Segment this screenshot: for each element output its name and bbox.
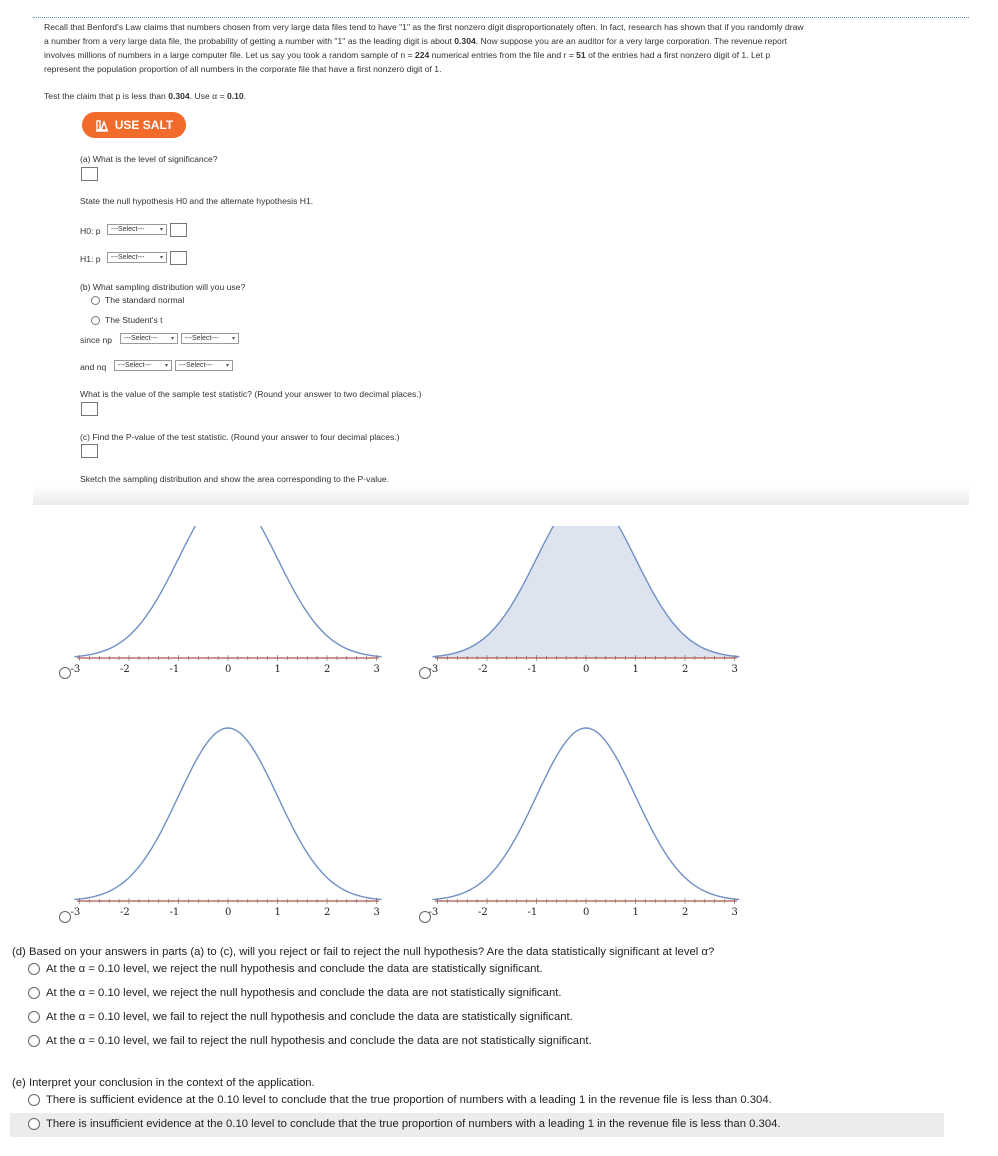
student-t-option[interactable]: The Student's t — [91, 315, 163, 325]
use-salt-button[interactable] — [82, 112, 186, 138]
h1-label: H1: p — [80, 254, 101, 264]
part-e-option-1[interactable]: There is sufficient evidence at the 0.10 level to conclude that the true proportion of numbers with a leading 1 in the revenue file is less than 0.304. — [28, 1094, 772, 1106]
claim-text: Test the claim that p is less than 0.304. Use α = 0.10. — [44, 91, 247, 101]
tick-label: -3 — [70, 664, 81, 675]
tick-label: 3 — [373, 664, 380, 675]
tick-label: -1 — [527, 907, 538, 918]
np-compare-select[interactable]: ---Select--- ▾ — [120, 333, 178, 344]
tick-label: 1 — [632, 664, 639, 675]
normal-curve — [75, 728, 382, 900]
chevron-down-icon: ▾ — [231, 336, 235, 342]
chevron-down-icon: ▾ — [164, 363, 168, 369]
p-value-shaded-area — [433, 494, 740, 658]
and-nq-label: and nq — [80, 362, 107, 372]
intro-line-2: a number from a very large data file, the probability of getting a number with "1" as the leading digit is about 0.304. Now suppose you are an auditor for a very large corporation. The revenue report — [44, 36, 788, 46]
test-statistic-input[interactable] — [81, 402, 98, 416]
radio-icon[interactable] — [28, 963, 40, 975]
tick-label: 2 — [324, 664, 331, 675]
tick-label: -2 — [478, 907, 488, 918]
tick-label: -1 — [169, 907, 180, 918]
tick-label: -1 — [169, 664, 180, 675]
chevron-down-icon: ▾ — [225, 363, 229, 369]
part-c-question: (c) Find the P-value of the test statistic. (Round your answer to four decimal places.) — [80, 432, 400, 442]
part-e-option-2[interactable]: There is insufficient evidence at the 0.10 level to conclude that the true proportion of numbers with a leading 1 in the revenue file is less than 0.304. — [28, 1118, 781, 1130]
chevron-down-icon: ▾ — [170, 336, 174, 342]
use-salt-label: USE SALT — [114, 118, 174, 132]
radio-icon[interactable] — [91, 296, 100, 305]
tick-label: 0 — [583, 664, 590, 675]
tick-label: 0 — [583, 907, 590, 918]
p-value-input[interactable] — [81, 444, 98, 458]
radio-icon[interactable] — [28, 1035, 40, 1047]
radio-icon[interactable] — [91, 316, 100, 325]
tick-label: -3 — [428, 907, 439, 918]
graph-option-3 — [75, 728, 382, 904]
problem-intro — [44, 20, 969, 76]
significance-input[interactable] — [81, 167, 98, 181]
part-d-option-4[interactable]: At the α = 0.10 level, we fail to reject the null hypothesis and conclude the data are not statistically significant. — [28, 1035, 592, 1047]
radio-icon[interactable] — [28, 1011, 40, 1023]
h0-value-input[interactable] — [170, 223, 187, 237]
tick-label: 1 — [274, 907, 281, 918]
standard-normal-option[interactable]: The standard normal — [91, 295, 184, 305]
sketch-prompt: Sketch the sampling distribution and show the area corresponding to the P-value. — [80, 474, 390, 484]
graph-option-4 — [433, 728, 740, 904]
since-np-label: since np — [80, 335, 113, 345]
graph-option-2 — [433, 494, 740, 661]
chevron-down-icon: ▾ — [159, 255, 163, 261]
normal-curve — [75, 494, 382, 657]
part-d-option-1[interactable]: At the α = 0.10 level, we reject the null hypothesis and conclude the data are statistically significant. — [28, 963, 543, 975]
tick-label: 0 — [225, 664, 232, 675]
hypotheses-prompt: State the null hypothesis H0 and the alternate hypothesis H1. — [80, 196, 314, 206]
tick-label: 0 — [225, 907, 232, 918]
normal-curve — [433, 728, 740, 900]
part-d-question: (d) Based on your answers in parts (a) to (c), will you reject or fail to reject the null hypothesis? Are the data statistically significant at level α? — [12, 946, 715, 958]
graph-option-1-radio[interactable] — [59, 667, 71, 679]
part-d-option-2[interactable]: At the α = 0.10 level, we reject the null hypothesis and conclude the data are not statistically significant. — [28, 987, 562, 999]
radio-icon[interactable] — [28, 987, 40, 999]
tick-label: 3 — [731, 907, 738, 918]
tick-label: -2 — [120, 664, 130, 675]
h1-value-input[interactable] — [170, 251, 187, 265]
part-a-question: (a) What is the level of significance? — [80, 154, 218, 164]
intro-line-4: represent the population proportion of all numbers in the corporate file that have a first nonzero digit of 1. — [44, 64, 442, 74]
h1-operator-select[interactable]: ---Select--- ▾ — [107, 252, 167, 263]
test-statistic-question: What is the value of the sample test statistic? (Round your answer to two decimal places.) — [80, 389, 422, 399]
graph-option-3-radio[interactable] — [59, 911, 71, 923]
nq-compare-select[interactable]: ---Select--- ▾ — [114, 360, 172, 371]
radio-icon[interactable] — [28, 1094, 40, 1106]
part-b-question: (b) What sampling distribution will you use? — [80, 282, 246, 292]
tick-label: 2 — [682, 664, 689, 675]
h0-label: H0: p — [80, 226, 101, 236]
salt-icon — [95, 118, 109, 132]
h0-operator-select[interactable]: ---Select--- ▾ — [107, 224, 167, 235]
graph-option-1 — [75, 494, 382, 661]
tick-label: -3 — [70, 907, 81, 918]
intro-line-3: involves millions of numbers in a large computer file. Let us say you took a random sample of n = 224 numerical entries from the file and r = 51 of the entries had a first nonzero digit of 1. Let p — [44, 50, 771, 60]
tick-label: 2 — [682, 907, 689, 918]
tick-label: 2 — [324, 907, 331, 918]
nq-value-select[interactable]: ---Select--- ▾ — [175, 360, 233, 371]
part-e-question: (e) Interpret your conclusion in the context of the application. — [12, 1077, 315, 1089]
part-d-option-3[interactable]: At the α = 0.10 level, we fail to reject the null hypothesis and conclude the data are statistically significant. — [28, 1011, 573, 1023]
tick-label: 1 — [274, 664, 281, 675]
tick-label: -2 — [120, 907, 130, 918]
sketch-graphs — [0, 490, 998, 930]
tick-label: -2 — [478, 664, 488, 675]
tick-label: 3 — [373, 907, 380, 918]
tick-label: -1 — [527, 664, 538, 675]
intro-line-1: Recall that Benford's Law claims that numbers chosen from very large data files tend to have "1" as the first nonzero digit disproportionately often. In fact, research has shown that if you randomly draw — [44, 22, 804, 32]
tick-label: 3 — [731, 664, 738, 675]
tick-label: 1 — [632, 907, 639, 918]
chevron-down-icon: ▾ — [159, 227, 163, 233]
radio-icon[interactable] — [28, 1118, 40, 1130]
tick-label: -3 — [428, 664, 439, 675]
np-value-select[interactable]: ---Select--- ▾ — [181, 333, 239, 344]
